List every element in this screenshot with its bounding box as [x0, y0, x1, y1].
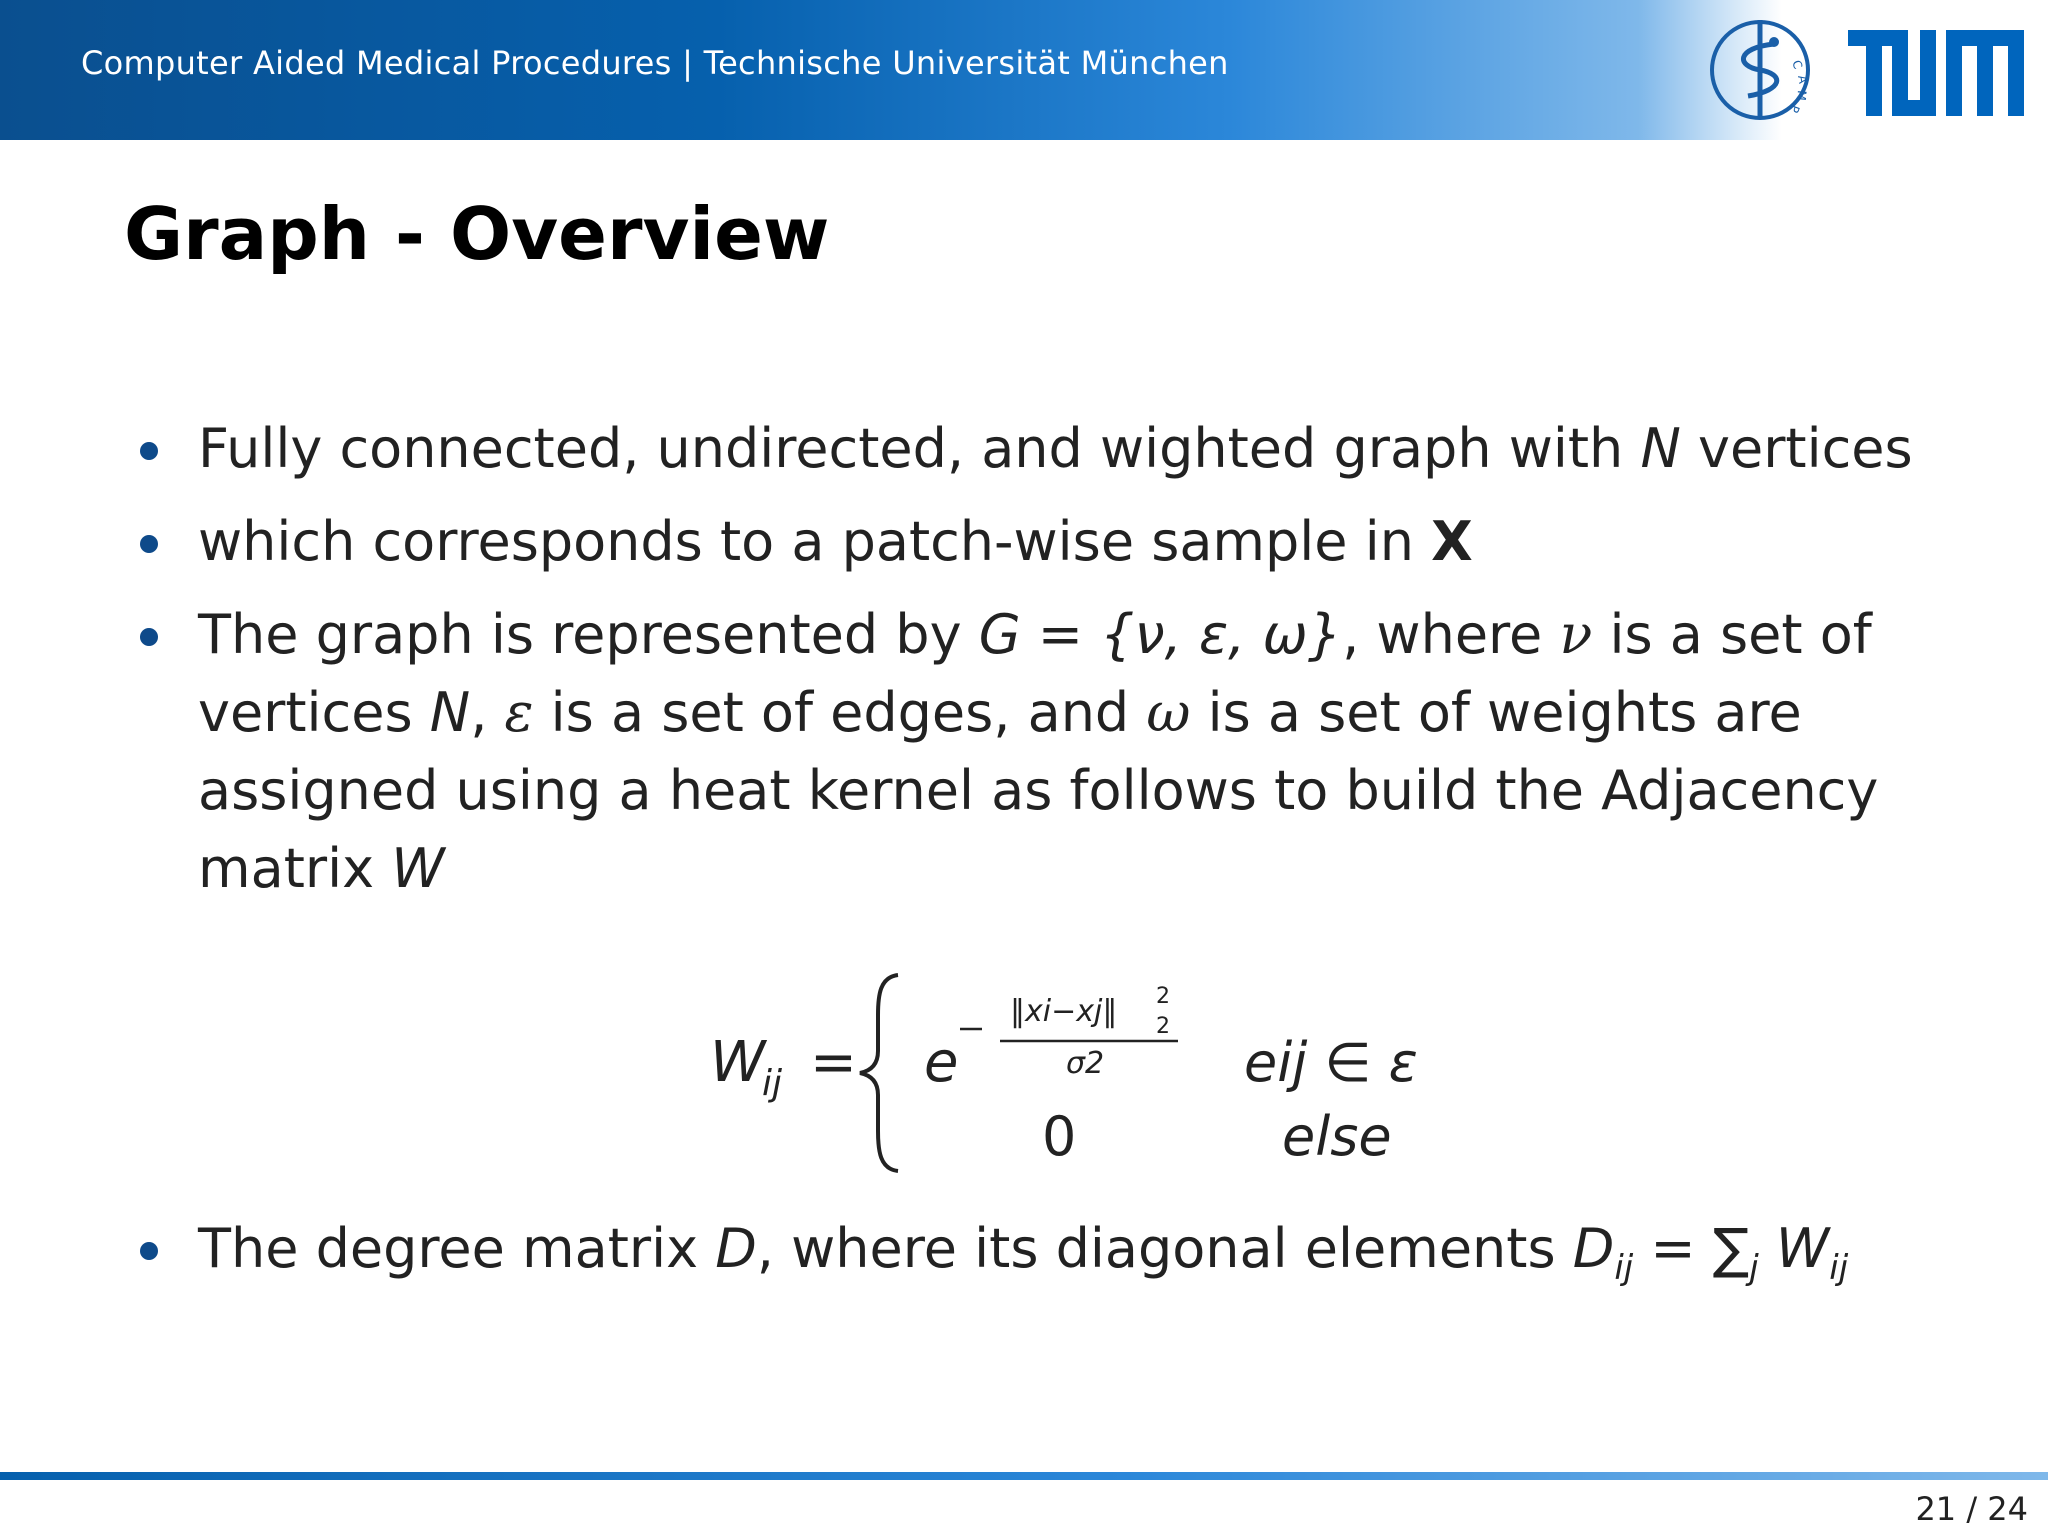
bullet-text-part: matrix — [198, 837, 392, 900]
case1-exponent-sub: 2 — [1156, 1014, 1170, 1039]
math-sub-ij: ij — [1614, 1247, 1634, 1288]
formula-equals: = — [810, 1030, 857, 1095]
svg-text:M: M — [1794, 89, 1809, 102]
bullet-line — [198, 674, 1950, 752]
bullet-text-part: , — [470, 681, 505, 744]
bullet-text — [198, 1210, 1950, 1307]
bullet-line — [198, 830, 1950, 908]
bullet-text-part: , where its diagonal elements — [756, 1217, 1573, 1280]
bullet-text-part: vertices — [198, 681, 430, 744]
case1-value: e — [924, 1030, 959, 1095]
tum-logo-icon — [1848, 30, 2024, 116]
math-omega: ω — [1146, 681, 1191, 744]
bullet-text-part: The graph is represented by — [198, 603, 979, 666]
math-sub-ij: ij — [1829, 1247, 1849, 1288]
bullet-icon — [140, 535, 158, 553]
bullet-text-part: vertices — [1680, 417, 1913, 480]
math-epsilon: ε — [504, 681, 534, 744]
formula-lhs-sub: ij — [762, 1063, 783, 1104]
bullet-text — [198, 503, 1950, 581]
math-nu: ν — [1559, 603, 1593, 666]
math-x-bold: X — [1431, 510, 1473, 573]
header-bar — [0, 0, 2048, 140]
formula-lhs: W — [710, 1030, 766, 1095]
bullet-text-part: which corresponds to a patch-wise sample in — [198, 510, 1432, 573]
bullet-text-part: Fully connected, undirected, and wighted graph with — [198, 417, 1641, 480]
bullet-item — [130, 1210, 1950, 1307]
math-n: N — [1640, 417, 1681, 480]
math-w: W — [391, 837, 445, 900]
math-sub-j: j — [1749, 1247, 1759, 1288]
adjacency-formula — [710, 955, 1470, 1185]
bullet-text-part: is a set of weights are — [1190, 681, 1802, 744]
math-d: D — [715, 1217, 757, 1280]
bullet-text-part: The degree matrix — [198, 1217, 716, 1280]
math-d: D — [1572, 1217, 1615, 1280]
bullet-item — [130, 503, 1950, 581]
bullet-list — [130, 1210, 1950, 1307]
bullet-line — [198, 596, 1950, 674]
bullet-text — [198, 410, 1950, 488]
bullet-text-part: is a set of edges, and — [533, 681, 1147, 744]
case1-exponent-sup: 2 — [1156, 984, 1170, 1009]
footer-bar — [0, 1472, 2048, 1480]
bullet-list — [130, 410, 1950, 908]
camp-logo-icon — [1706, 14, 1818, 126]
bullet-text-part: assigned using a heat kernel as follows to build the Adjacency — [198, 759, 1879, 822]
bullet-line — [198, 752, 1950, 830]
case1-exponent-num: ‖xi−xj‖ — [1010, 994, 1118, 1029]
bullet-item — [130, 596, 1950, 908]
case2-value: 0 — [1042, 1105, 1077, 1168]
bullet-icon — [140, 442, 158, 460]
case1-condition: eij ∈ ε — [1244, 1031, 1418, 1094]
math-sum: = ∑ — [1633, 1217, 1750, 1280]
svg-text:C: C — [1789, 58, 1806, 71]
svg-text:A: A — [1795, 74, 1811, 85]
formula-brace — [860, 975, 898, 1171]
case1-exponent-den: σ2 — [1066, 1046, 1105, 1081]
header-title: Computer Aided Medical Procedures | Technische Universität München — [81, 44, 1229, 82]
slide-title: Graph - Overview — [124, 192, 830, 276]
bullet-text-part: , where — [1342, 603, 1560, 666]
page-number: 21 / 24 — [1915, 1490, 2028, 1528]
case2-condition: else — [1282, 1105, 1392, 1168]
math-w: W — [1758, 1217, 1830, 1280]
math-graph-definition: G = {ν, ε, ω} — [978, 603, 1343, 666]
math-n: N — [429, 681, 471, 744]
bullet-icon — [140, 1242, 158, 1260]
bullet-item — [130, 410, 1950, 488]
bullet-icon — [140, 628, 158, 646]
svg-text:P: P — [1786, 102, 1803, 115]
bullet-text-part: is a set of — [1592, 603, 1872, 666]
